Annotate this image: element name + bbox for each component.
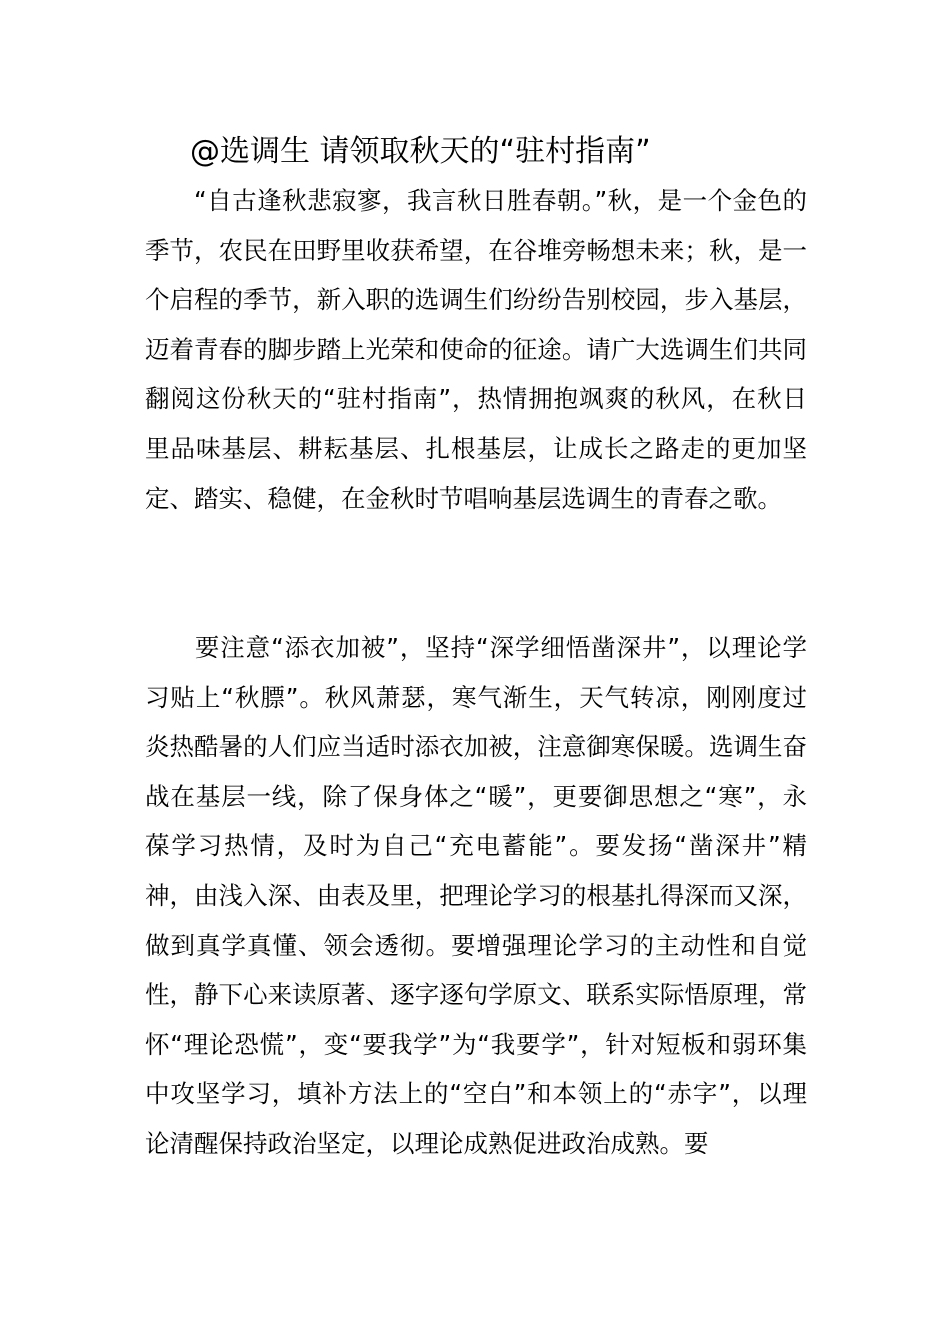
paragraph-text: “自古逢秋悲寂寥，我言秋日胜春朝。”秋，是一个金色的季节，农民在田野里收获希望，在谷堆旁畅想未来；秋，是一个启程的季节，新入职的选调生们纷纷告别校园，步入基层，迈着青春的脚步踏上光荣和使命的征途。请广大选调生们共同翻阅这份秋天的“驻村指南”，热情拥抱飒爽的秋风，在秋日里品味基层、耕耘基层、扎根基层，让成长之路走的更加坚定、踏实、稳健，在金秋时节唱响基层选调生的青春之歌。 (145, 186, 807, 513)
paragraph-text: 要注意“添衣加被”，坚持“深学细悟凿深井”，以理论学习贴上“秋膘”。秋风萧瑟，寒气渐生，天气转凉，刚刚度过炎热酷暑的人们应当适时添衣加被，注意御寒保暖。选调生奋战在基层一线，除了保身体之“暖”，更要御思想之“寒”，永葆学习热情，及时为自己“充电蓄能”。要发扬“凿深井”精神，由浅入深、由表及里，把理论学习的根基扎得深而又深，做到真学真懂、领会透彻。要增强理论学习的主动性和自觉性，静下心来读原著、逐字逐句学原文、联系实际悟原理，常怀“理论恐慌”，变“要我学”为“我要学”，针对短板和弱环集中攻坚学习，填补方法上的“空白”和本领上的“赤字”，以理论清醒保持政治坚定，以理论成熟促进政治成熟。要 (145, 633, 807, 1158)
document-title: @选调生 请领取秋天的“驻村指南” (190, 134, 651, 169)
paragraph-intro (145, 176, 807, 523)
paragraph-section-one (145, 623, 807, 1169)
